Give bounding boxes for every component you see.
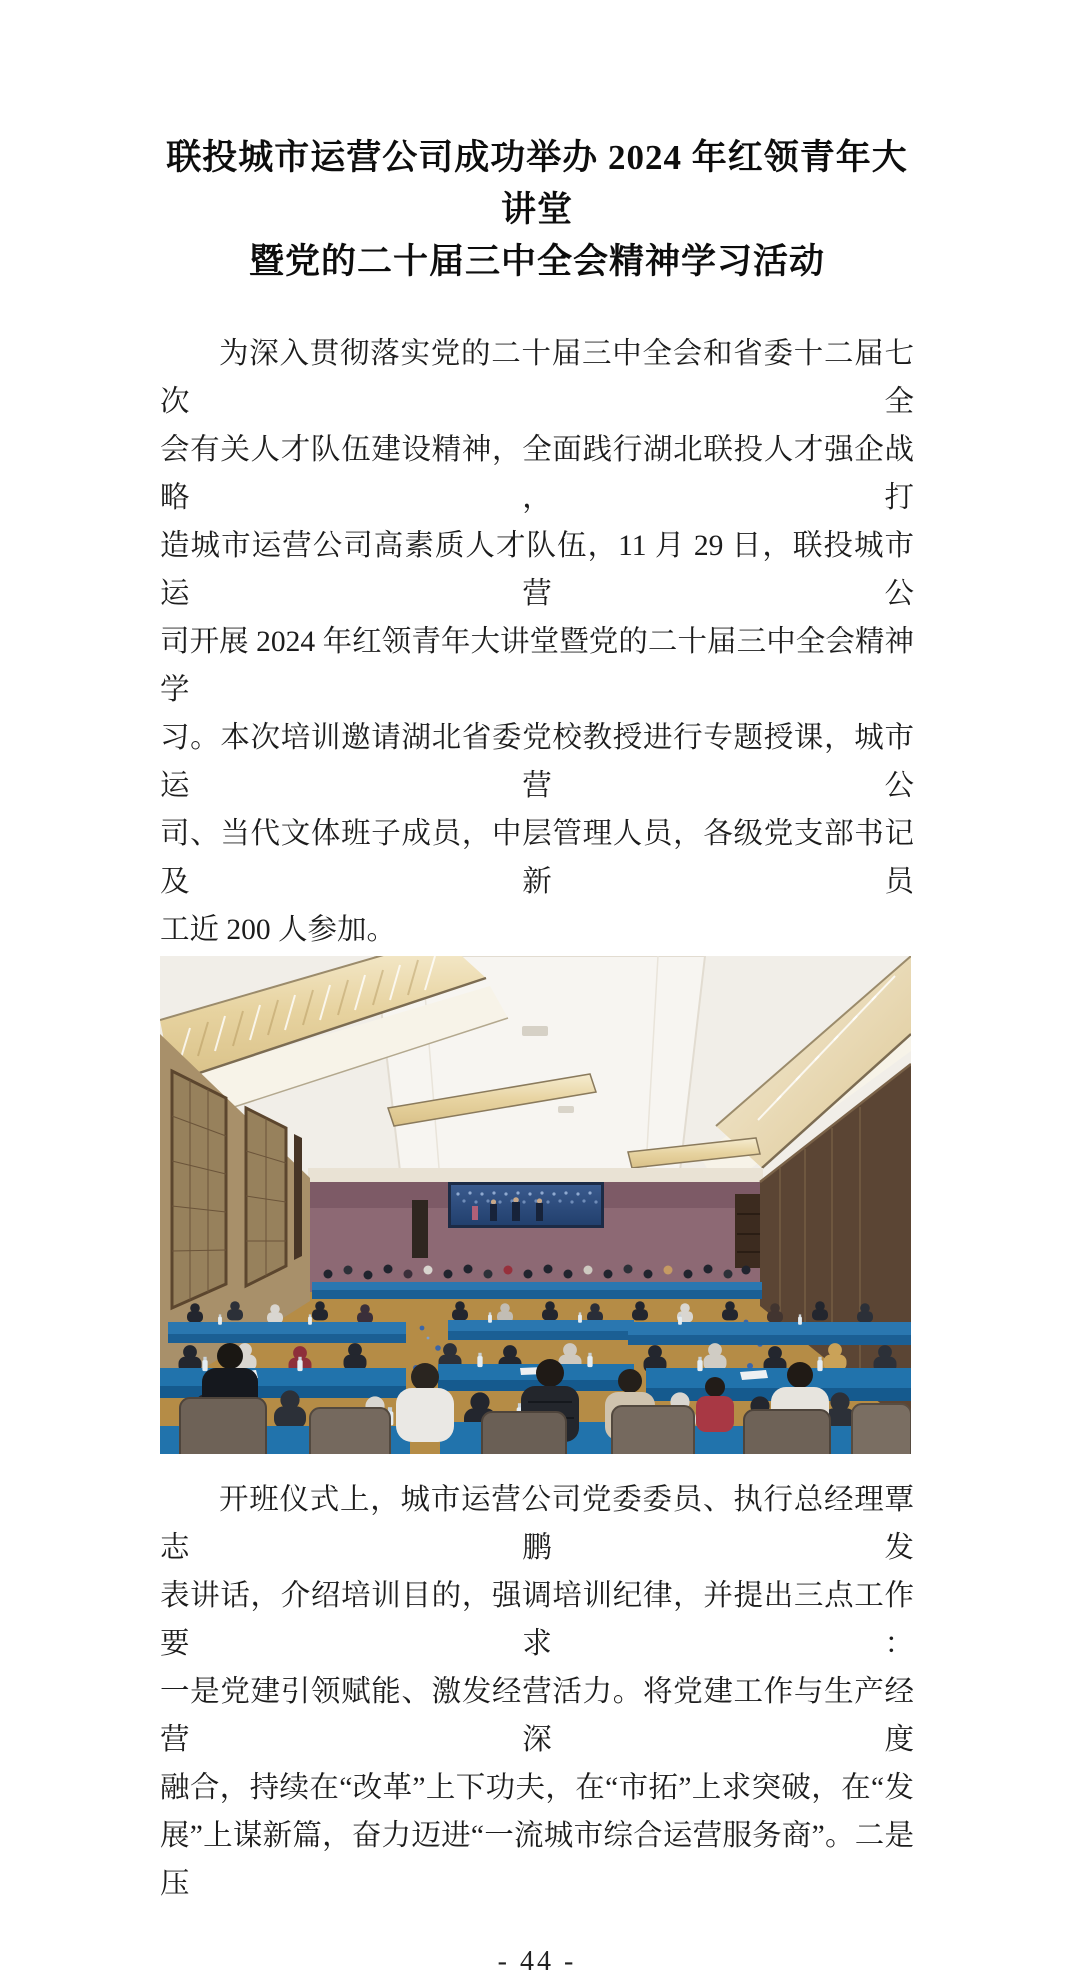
paragraph-line: 展”上谋新篇，奋力迈进“一流城市综合运营服务商”。二是压: [160, 1820, 914, 1900]
document-page: [160, 0, 914, 1978]
body-paragraph-1: [160, 330, 914, 954]
paragraph-line: 为深入贯彻落实党的二十届三中全会和省委十二届七次全: [160, 338, 914, 418]
paragraph-line: 司开展 2024 年红领青年大讲堂暨党的二十届三中全会精神学: [160, 626, 914, 706]
title-line-1: 联投城市运营公司成功举办 2024 年红领青年大讲堂: [166, 138, 908, 229]
page-number: - 44 -: [497, 1946, 577, 1977]
title-line-2: 暨党的二十届三中全会精神学习活动: [248, 242, 825, 281]
page-title: [160, 132, 914, 288]
body-paragraph-2: [160, 1476, 914, 1908]
paragraph-line: 开班仪式上，城市运营公司党委委员、执行总经理覃志鹏发: [160, 1484, 914, 1564]
paragraph-line: 造城市运营公司高素质人才队伍，11 月 29 日，联投城市运营公: [160, 530, 914, 610]
paragraph-line: 会有关人才队伍建设精神，全面践行湖北联投人才强企战略，打: [160, 434, 914, 514]
photo-illustration: [160, 956, 911, 1454]
paragraph-line: 工近 200 人参加。: [160, 914, 397, 946]
paragraph-line: 融合，持续在“改革”上下功夫，在“市拓”上求突破，在“发: [160, 1772, 914, 1804]
paragraph-line: 习。本次培训邀请湖北省委党校教授进行专题授课，城市运营公: [160, 722, 914, 802]
paragraph-line: 一是党建引领赋能、激发经营活力。将党建工作与生产经营深度: [160, 1676, 914, 1756]
conference-photo: [160, 956, 911, 1454]
paragraph-line: 司、当代文体班子成员，中层管理人员，各级党支部书记及新员: [160, 818, 914, 898]
paragraph-line: 表讲话，介绍培训目的，强调培训纪律，并提出三点工作要求：: [160, 1580, 914, 1660]
